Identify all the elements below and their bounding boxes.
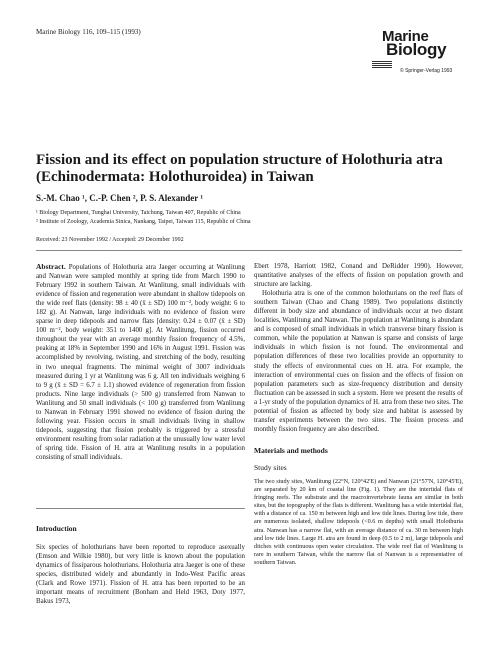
methods-heading: Materials and methods [254, 445, 328, 455]
logo-copyright: © Springer-Verlag 1993 [400, 68, 453, 74]
introduction-text: Six species of holothurians have been reported to reproduce asexually (Emson and Wilkie 1980), but very little is known about the population dynamics of fissiparous holothurians. Holothuria atra Jaeger is one of these species, distributed widely and abundantly in Indo-West Pacific areas (Clark and Rowe 1971). Fission of H. atra has been reported to be an important means of recruitment (Bonham and Held 1963, Doty 1977, Bakus 1973, [36, 544, 245, 606]
abstract-block [36, 262, 245, 462]
article-title: Fission and its effect on population structure of Holothuria atra (Echinodermata: Holothuroidea) in Taiwan [36, 152, 443, 185]
abstract-divider [36, 508, 245, 509]
author-list: S.-M. Chao ¹, C.-P. Chen ², P. S. Alexander ¹ [36, 193, 204, 203]
abstract-label: Abstract. [36, 262, 66, 271]
study-sites-heading: Study sites [254, 462, 287, 472]
introduction-heading: Introduction [36, 524, 77, 533]
received-dates: Received: 23 November 1992 / Accepted: 29 December 1992 [36, 237, 184, 243]
affiliation-1: ¹ Biology Department, Tunghai University, Taichung, Taiwan 407, Republic of China [36, 210, 241, 216]
right-column [254, 262, 463, 567]
intro-continuation: Ebert 1978, Harriott 1982, Conand and DeRidder 1990). However, quantitative analyses of the effects of fission on population growth and structure are lacking. [254, 263, 463, 289]
journal-logo [372, 28, 464, 74]
header-divider [36, 250, 462, 251]
study-sites-text: The two study sites, Wanlitung (22°N, 120°42'E) and Nanwan (21°57'N, 120°45'E), are separated by 20 km of coastal line (Fig. 1). They are the intertidal flats of fringing reefs. The substrate and the macroinvertebrate fauna are similar in both sites, but the topography of the flats is different. Wanlitung has a wide intertidal flat, with a distance of ca. 150 m between high and low tide lines. During low tide, there are numerous isolated, shallow tidepools (<0.6 m depths) with small Holothuria atra. Nanwan has a narrow flat, with an average distance of ca. 30 m between high and low tide lines. Large H. atra are found in deep (0.5 to 2 m), large tidepools and ditches with continuous open water circulation. The wide reef flat of Wanlitung is rare in southern Taiwan, while the narrow flat of Nanwan is a representative of southern Taiwan. [254, 477, 463, 566]
abstract-text: Populations of Holothuria atra Jaeger occurring at Wanlitung and Nanwan were sampled monthly at spring tide from March 1990 to February 1992 in southern Taiwan. At Wanlitung, small individuals with evidence of fission and regeneration were abundant in shallow tidepools on the wide reef flats (density: 98 ± 40 (x̄ ± SD) 100 m⁻², body weight: 6 to 182 g). At Nanwan, large individuals with no evidence of fission were sparse in deep tidepools and narrow flats [density: 0.24 ± 0.07 (x̄ ± SD) 100 m⁻², body weight: 351 to 1400 g]. At Wanlitung, fission occurred throughout the year with an average monthly fission frequency of 4.5%, peaking at 18% in September 1990 and 16% in August 1991. Fission was accomplished by revolving, twisting, and stretching of the body, resulting in two unequal fragments. The minimal weight of 3007 individuals measured during 1 yr at Wanlitung was 6 g. All ten individuals weighing 6 to 9 g (x̄ ± SD = 6.7 ± 1.1) showed evidence of regeneration from fission products. Nine large individuals (> 500 g) transferred from Nanwan to Wanlitung and 50 small individuals (< 100 g) transferred from Wanlitung to Nanwan in February 1991 showed no evidence of fission during the following year. Fission occurs in small individuals living in shallow tidepools, suggesting that fission probably is triggered by a stressful environment resulting from solar radiation at the unusually low water level of spring tide. Fission of H. atra at Wanlitung results in a population consisting of small individuals. [36, 264, 245, 461]
introduction-section [36, 524, 245, 606]
publisher-emblem-icon [372, 60, 392, 68]
journal-reference: Marine Biology 116, 109–115 (1993) [36, 28, 141, 36]
affiliation-2: ² Institute of Zoology, Academia Sinica, Nankang, Taipei, Taiwan 115, Republic of China [36, 219, 251, 225]
intro-paragraph-2: Holothuria atra is one of the common holothurians on the reef flats of southern Taiwan (Chao and Chang 1989). Two populations distinctly different in body size and abundance of individuals occur at two distant localities, Wanlitung and Nanwan. The population at Wanlitung is abundant and is composed of small individuals in which transverse binary fission is common, while the population at Nanwan is sparse and consists of large individuals in which fission is not found. The environmental and population differences of these two localities provide an opportunity to study the effects of environmental cues on H. atra. For example, the interaction of environmental cues on fission and the effects of fission on population parameters such as size-frequency distribution and density fluctuation can be assessed in such a system. Here we present the results of a 1-yr study of the population dynamics of H. atra from these two sites. The potential of fission as affected by body size and habitat is assessed by transfer experiments between the two sites. The fission process and monthly fission frequency are also described. [254, 290, 463, 433]
logo-word-biology: Biology [386, 40, 447, 59]
logo-word-marine: Marine [382, 28, 429, 45]
